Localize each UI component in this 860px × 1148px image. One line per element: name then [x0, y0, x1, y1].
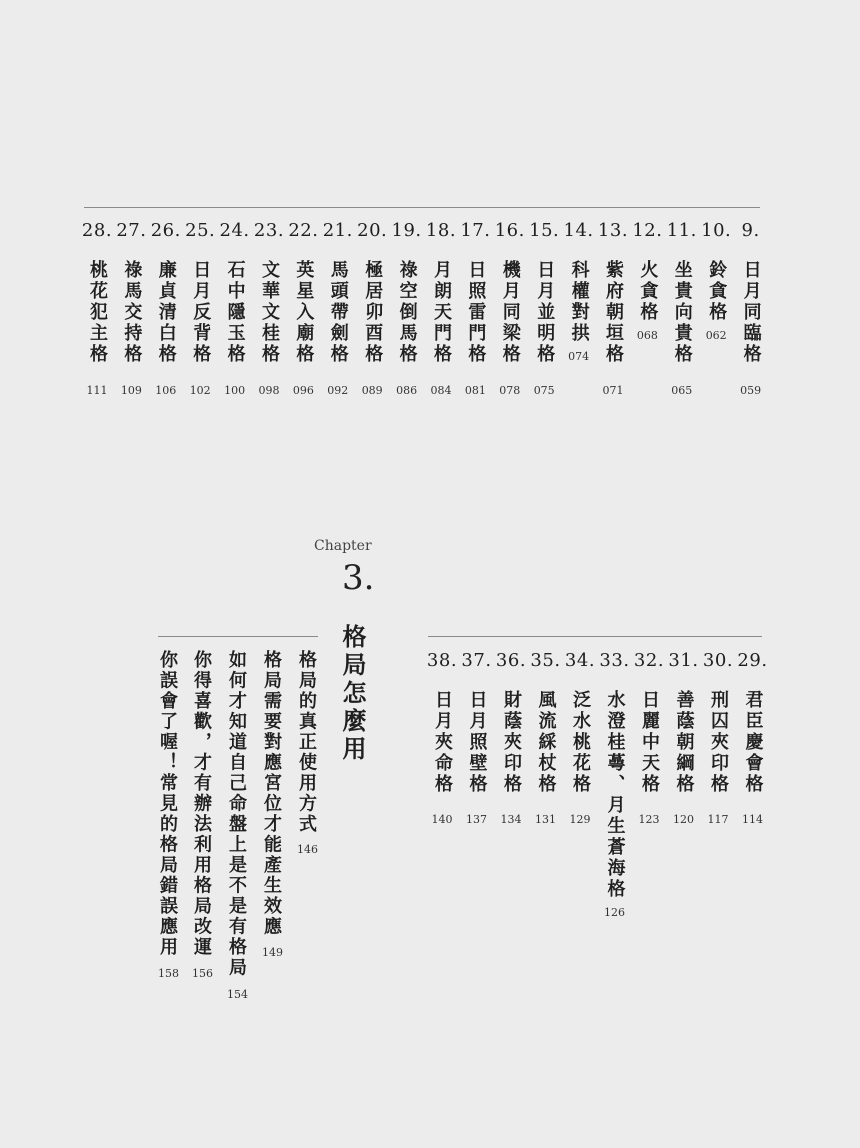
entry-title: 坐貴向貴格: [671, 260, 693, 365]
entry-number: 15.: [529, 220, 560, 241]
entry-page-number: 074: [568, 350, 590, 363]
entry-page-number: 109: [120, 384, 142, 397]
section-title: 格局的真正使用方式: [296, 650, 317, 835]
entry-title: 君臣慶會格: [742, 690, 764, 795]
entry-page-number: 131: [535, 813, 556, 826]
section-title: 格局需要對應宮位才能產生效應: [261, 650, 282, 937]
entry-page-number: 098: [258, 384, 280, 397]
entry-title: 英星入廟格: [293, 260, 315, 365]
entry-number: 28.: [81, 220, 113, 241]
entry-title: 石中隱玉格: [224, 260, 246, 365]
entry-page-number: 120: [673, 813, 694, 826]
entry-title: 機月同梁格: [499, 260, 521, 365]
entry-title: 日月照壁格: [466, 690, 488, 795]
entry-title: 祿馬交持格: [121, 260, 143, 365]
entry-title: 日月同臨格: [740, 260, 762, 365]
entry-number: 22.: [288, 220, 319, 241]
entry-page-number: 129: [569, 813, 591, 826]
entry-title: 刑囚夾印格: [708, 690, 729, 795]
entry-number: 27.: [116, 220, 147, 241]
entry-number: 12.: [632, 220, 663, 241]
entry-page-number: 086: [396, 384, 418, 397]
entry-title: 極居卯酉格: [362, 260, 384, 365]
section-title: 如何才知道自己命盤上是不是有格局: [226, 650, 247, 978]
entry-number: 37.: [461, 650, 492, 671]
entry-page-number: 134: [500, 813, 522, 826]
entry-title: 日月反背格: [190, 260, 212, 365]
entry-page-number: 137: [466, 813, 487, 826]
entry-title: 日月夾命格: [432, 690, 453, 795]
section-page-number: 156: [192, 967, 213, 980]
entry-title: 月朗天門格: [431, 260, 452, 365]
section-page-number: 149: [262, 946, 283, 960]
entry-number: 33.: [599, 650, 630, 671]
entry-title: 日麗中天格: [639, 690, 660, 795]
entry-page-number: 114: [742, 813, 763, 826]
entry-page-number: 089: [361, 384, 383, 397]
entry-number: 32.: [633, 650, 665, 671]
left-divider: [158, 636, 318, 637]
entry-page-number: 075: [533, 384, 555, 397]
entry-number: 9.: [741, 220, 760, 241]
entry-title: 科權對拱: [568, 260, 590, 344]
section-page-number: 146: [297, 843, 318, 857]
entry-number: 13.: [597, 220, 629, 241]
entry-page-number: 065: [671, 384, 693, 397]
entry-number: 36.: [495, 650, 527, 671]
entry-page-number: 123: [638, 813, 660, 826]
entry-page-number: 071: [602, 384, 624, 397]
entry-page-number: 084: [430, 384, 452, 397]
entry-number: 29.: [737, 650, 768, 671]
chapter-number: 3.: [342, 558, 375, 598]
entry-page-number: 140: [431, 813, 453, 826]
entry-number: 17.: [460, 220, 491, 241]
entry-number: 23.: [253, 220, 285, 241]
entry-number: 16.: [494, 220, 525, 241]
chapter-title: 格局怎麼用: [338, 624, 367, 764]
entry-page-number: 062: [705, 329, 727, 342]
section-title: 你得喜歡，才有辦法利用格局改運: [191, 650, 212, 958]
entry-page-number: 096: [292, 384, 314, 397]
entry-page-number: 092: [327, 384, 349, 397]
entry-number: 35.: [530, 650, 561, 671]
entry-title: 祿空倒馬格: [396, 260, 418, 365]
entry-number: 30.: [702, 650, 734, 671]
entry-page-number: 126: [604, 906, 625, 919]
entry-title: 鈴貪格: [706, 260, 728, 323]
entry-number: 34.: [564, 650, 596, 671]
entry-page-number: 100: [224, 384, 246, 397]
entry-title: 泛水桃花格: [570, 690, 591, 795]
entry-page-number: 111: [86, 384, 108, 397]
entry-number: 31.: [668, 650, 699, 671]
entry-page-number: 081: [464, 384, 486, 397]
entry-title: 馬頭帶劍格: [327, 260, 349, 365]
entry-number: 20.: [357, 220, 388, 241]
entry-title: 火貪格: [637, 260, 659, 323]
entry-title: 日月並明格: [534, 260, 556, 365]
section-page-number: 154: [227, 987, 248, 1001]
entry-page-number: 106: [155, 384, 177, 397]
entry-title: 廉貞清白格: [155, 260, 177, 365]
entry-page-number: 068: [636, 329, 658, 342]
top-divider: [84, 207, 760, 208]
entry-title: 風流綵杖格: [535, 690, 557, 795]
entry-title: 善蔭朝綱格: [673, 690, 695, 795]
chapter-label: Chapter: [314, 538, 372, 554]
entry-number: 24.: [219, 220, 250, 241]
entry-page-number: 059: [740, 384, 762, 397]
entry-title: 文華文桂格: [259, 260, 280, 365]
entry-number: 25.: [185, 220, 216, 241]
entry-title: 桃花犯主格: [87, 260, 108, 365]
entry-title: 水澄桂蕚、月生蒼海格: [604, 690, 626, 900]
entry-page-number: 102: [189, 384, 211, 397]
section-title: 你誤會了喔！常見的格局錯誤應用: [157, 650, 178, 958]
entry-title: 紫府朝垣格: [603, 260, 624, 365]
section-page-number: 158: [158, 967, 179, 980]
entry-page-number: 078: [499, 384, 521, 397]
entry-number: 26.: [150, 220, 181, 241]
entry-number: 21.: [322, 220, 353, 241]
entry-number: 18.: [425, 220, 457, 241]
entry-number: 38.: [426, 650, 458, 671]
entry-title: 日照雷門格: [465, 260, 487, 365]
entry-number: 11.: [666, 220, 697, 241]
entry-title: 財蔭夾印格: [501, 690, 522, 795]
entry-number: 19.: [391, 220, 422, 241]
entry-number: 14.: [563, 220, 594, 241]
right-divider: [428, 636, 762, 637]
entry-page-number: 117: [707, 813, 729, 826]
entry-number: 10.: [701, 220, 732, 241]
